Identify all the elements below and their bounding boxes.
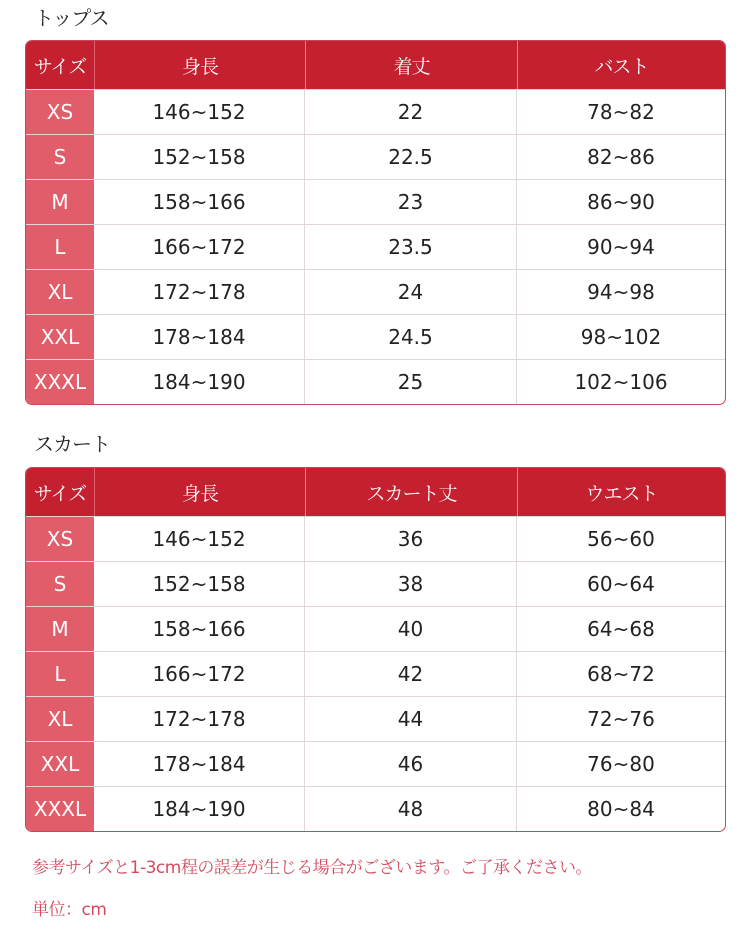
- size-label: S: [26, 135, 94, 179]
- waist-value: 64~68: [587, 617, 655, 641]
- table-row: [26, 786, 725, 831]
- size-label: M: [26, 607, 94, 651]
- size-label: L: [26, 652, 94, 696]
- bust-value: 90~94: [587, 235, 655, 259]
- height-value: 184~190: [94, 787, 305, 831]
- tops-section-title: トップス: [34, 6, 109, 30]
- unit-note: 単位：cm: [32, 900, 107, 920]
- skirt-length-value: 40: [305, 607, 517, 651]
- tops-size-table: [25, 40, 726, 405]
- table-row: [26, 224, 725, 269]
- table-row: [26, 179, 725, 224]
- size-label: XL: [26, 270, 94, 314]
- table-row: [26, 561, 725, 606]
- size-label: XS: [26, 517, 94, 561]
- waist-value: 60~64: [587, 572, 655, 596]
- size-label: XXL: [26, 315, 94, 359]
- skirt-length-value: 38: [305, 562, 517, 606]
- table-row: [26, 651, 725, 696]
- height-value: 172~178: [94, 697, 305, 741]
- height-value: 152~158: [94, 135, 305, 179]
- height-value: 146~152: [94, 517, 305, 561]
- table-header-row: [26, 41, 725, 89]
- height-value: 166~172: [94, 225, 305, 269]
- bust-value: 94~98: [587, 280, 655, 304]
- header-waist: ウエスト: [585, 482, 658, 505]
- height-value: 146~152: [94, 90, 305, 134]
- header-size: サイズ: [26, 468, 95, 516]
- length-value: 22.5: [305, 135, 517, 179]
- length-value: 23: [305, 180, 517, 224]
- bust-value: 78~82: [587, 100, 655, 124]
- header-height: 身長: [95, 468, 306, 516]
- skirt-length-value: 48: [305, 787, 517, 831]
- table-row: [26, 314, 725, 359]
- skirt-size-table: [25, 467, 726, 832]
- table-row: [26, 359, 725, 404]
- skirt-length-value: 44: [305, 697, 517, 741]
- bust-value: 86~90: [587, 190, 655, 214]
- size-label: XXXL: [26, 787, 94, 831]
- size-label: XXL: [26, 742, 94, 786]
- size-label: XS: [26, 90, 94, 134]
- height-value: 184~190: [94, 360, 305, 404]
- height-value: 172~178: [94, 270, 305, 314]
- header-length: 着丈: [306, 41, 518, 89]
- length-value: 25: [305, 360, 517, 404]
- table-row: [26, 606, 725, 651]
- header-skirt-length: スカート丈: [306, 468, 518, 516]
- waist-value: 80~84: [587, 797, 655, 821]
- length-value: 24: [305, 270, 517, 314]
- size-label: XXXL: [26, 360, 94, 404]
- length-value: 22: [305, 90, 517, 134]
- length-value: 23.5: [305, 225, 517, 269]
- waist-value: 68~72: [587, 662, 655, 686]
- height-value: 152~158: [94, 562, 305, 606]
- skirt-length-value: 46: [305, 742, 517, 786]
- size-label: M: [26, 180, 94, 224]
- skirt-section-title: スカート: [34, 432, 110, 456]
- height-value: 166~172: [94, 652, 305, 696]
- skirt-length-value: 42: [305, 652, 517, 696]
- table-row: [26, 269, 725, 314]
- height-value: 178~184: [94, 315, 305, 359]
- skirt-length-value: 36: [305, 517, 517, 561]
- table-row: [26, 696, 725, 741]
- table-row: [26, 89, 725, 134]
- height-value: 158~166: [94, 180, 305, 224]
- waist-value: 72~76: [587, 707, 655, 731]
- length-value: 24.5: [305, 315, 517, 359]
- table-row: [26, 516, 725, 561]
- table-row: [26, 134, 725, 179]
- bust-value: 102~106: [574, 370, 668, 394]
- size-label: XL: [26, 697, 94, 741]
- bust-value: 82~86: [587, 145, 655, 169]
- disclaimer-note: 参考サイズと1-3cm程の誤差が生じる場合がございます。ご了承ください。: [32, 858, 592, 878]
- bust-value: 98~102: [580, 325, 662, 349]
- waist-value: 56~60: [587, 527, 655, 551]
- size-label: S: [26, 562, 94, 606]
- table-row: [26, 741, 725, 786]
- header-bust: バスト: [594, 55, 649, 78]
- header-size: サイズ: [26, 41, 95, 89]
- table-header-row: [26, 468, 725, 516]
- height-value: 178~184: [94, 742, 305, 786]
- height-value: 158~166: [94, 607, 305, 651]
- size-label: L: [26, 225, 94, 269]
- waist-value: 76~80: [587, 752, 655, 776]
- header-height: 身長: [95, 41, 306, 89]
